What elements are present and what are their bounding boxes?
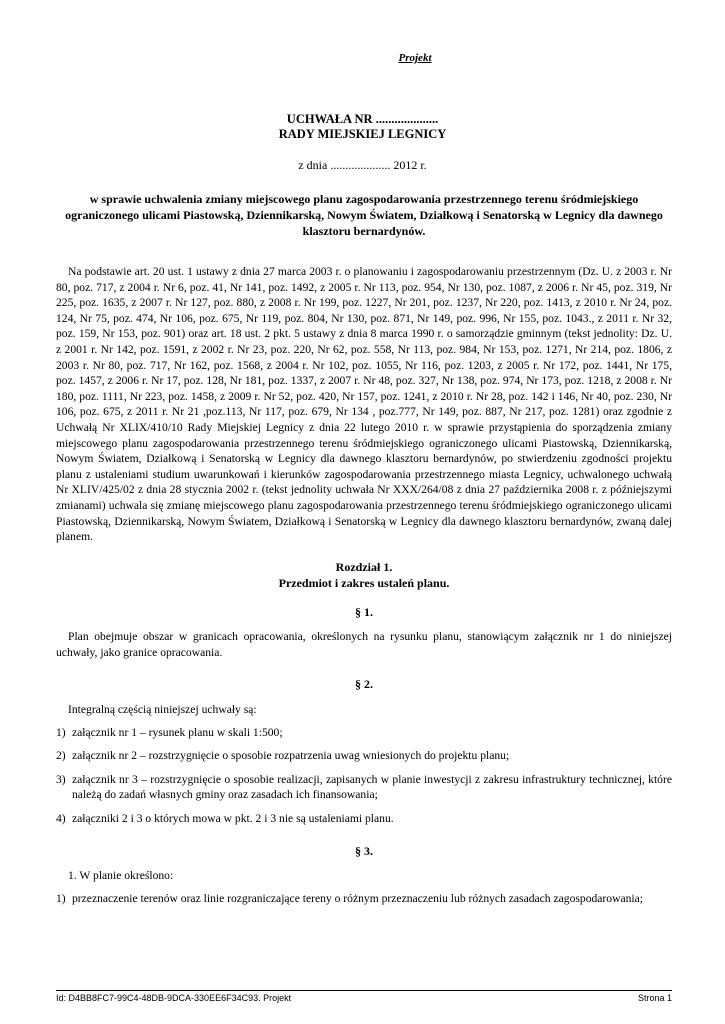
document-id: Id: D4BB8FC7-99C4-48DB-9DCA-330EE6F34C93. Projekt: [56, 993, 292, 1003]
list-item: [56, 748, 672, 764]
list-text: załącznik nr 3 – rozstrzygnięcie o sposobie realizacji, zapisanych w planie inwestycji z zakresu infrastruktury technicznej, które należą do zadań własnych gminy oraz zasadach ich finansowania;: [72, 772, 672, 802]
list-item: [56, 811, 672, 827]
list-text: załączniki 2 i 3 o których mowa w pkt. 2 i 3 nie są ustaleniami planu.: [72, 812, 394, 826]
document-body: [56, 264, 672, 906]
list-number: 2): [56, 749, 66, 763]
chapter-heading: [56, 559, 672, 591]
list-text: załącznik nr 2 – rozstrzygnięcie o sposobie rozpatrzenia uwag wniesionych do projektu planu;: [72, 749, 510, 763]
footer-divider: [56, 990, 672, 991]
section-2-sign: § 2.: [355, 677, 373, 692]
chapter-title: Przedmiot i zakres ustaleń planu.: [278, 575, 450, 590]
list-item: [56, 725, 672, 741]
preamble: Na podstawie art. 20 ust. 1 ustawy z dnia 27 marca 2003 r. o planowaniu i zagospodarowaniu przestrzennym (Dz. U. z 2003 r. Nr 80, poz. 717, z 2004 r. Nr 6, poz. 41, Nr 141, poz. 1492, z 2005 r. Nr 113, poz. 954, Nr 130, poz. 1087, z 2006 r. Nr 45, poz. 319, Nr 225, poz. 1635, z 2007 r. Nr 127, poz. 880, z 2008 r. Nr 199, poz. 1227, Nr 201, poz. 1237, Nr 220, poz. 1413, z 2010 r. Nr 24, poz. 124, Nr 75, poz. 474, Nr 106, poz. 675, Nr 119, poz. 804, Nr 130, poz. 871, Nr 149, poz. 996, Nr 155, poz. 1043., z 2011 r. Nr 32, poz. 159, Nr 153, poz. 901) oraz art. 18 ust. 2 pkt. 5 ustawy z dnia 8 marca 1990 r. o samorządzie gminnym (tekst jednolity: Dz. U. z 2001 r. Nr 142, poz. 1591, z 2002 r. Nr 23, poz. 220, Nr 62, poz. 558, Nr 113, poz. 984, Nr 153, poz. 1271, Nr 214, poz. 1806, z 2003 r. Nr 80, poz. 717, Nr 162, poz. 1568, z 2004 r. Nr 102, poz. 1055, Nr 116, poz. 1203, z 2005 r. Nr 172, poz. 1441, Nr 175, poz. 1457, z 2006 r. Nr 17, poz. 128, Nr 181, poz. 1337, z 2007 r. Nr 48, poz. 327, Nr 138, poz. 974, Nr 173, poz. 1218, z 2008 r. Nr 180, poz. 1111, Nr 223, poz. 1458, z 2009 r. Nr 52, poz. 420, Nr 157, poz. 1241, z 2010 r. Nr 28, poz. 142 i 146, Nr 40, poz. 230, Nr 106, poz. 675, z 2011 r. Nr 21 ,poz.113, Nr 117, poz. 679, Nr 134 , poz.777, Nr 149, poz. 887, Nr 217, poz. 1281) oraz zgodnie z Uchwałą Nr XLIX/410/10 Rady Miejskiej Legnicy z dnia 22 lutego 2010 r. w sprawie przystąpienia do sporządzenia zmiany miejscowego planu zagospodarowania przestrzennego terenu śródmiejskiego ograniczonego ulicami Piastowską, Dziennikarską, Nowym Światem, Działkową i Senatorską w Legnicy dla dawnego klasztoru bernardynów, po stwierdzeniu zgodności projektu planu z ustaleniami studium uwarunkowań i kierunków zagospodarowania przestrzennego miasta Legnicy, uchwalonego uchwałą Nr XLIV/425/02 z dnia 28 stycznia 2002 r. (tekst jednolity uchwała Nr XXX/264/08 z dnia 27 października 2008 r. z późniejszymi zmianami) uchwala się zmianę miejscowego planu zagospodarowania przestrzennego terenu śródmiejskiego ograniczonego ulicami Piastowską, Dziennikarską, Nowym Światem, Działkową i Senatorską w Legnicy dla dawnego klasztoru bernardynów, zwaną dalej planem.: [56, 265, 672, 544]
list-item: [56, 772, 672, 803]
section-3-sign: § 3.: [355, 843, 373, 858]
section-2-intro: Integralną częścią niniejszej uchwały są:: [68, 703, 257, 717]
list-text: przeznaczenie terenów oraz linie rozgraniczające tereny o różnym przeznaczeniu lub różnych zasadach zagospodarowania;: [72, 891, 643, 905]
list-number: 1): [56, 725, 66, 739]
section-1-sign: § 1.: [355, 604, 373, 619]
projekt-label: Projekt: [398, 52, 432, 64]
list-number: 1): [56, 891, 66, 905]
chapter-number: Rozdział 1.: [335, 559, 393, 574]
list-text: załącznik nr 1 – rysunek planu w skali 1:500;: [72, 725, 283, 739]
section-1-text: Plan obejmuje obszar w granicach opracowania, określonych na rysunku planu, stanowiącym załącznik nr 1 do niniejszej uchwały, jako granice opracowania.: [56, 630, 672, 659]
list-item: [56, 891, 672, 907]
page-number: Strona 1: [637, 993, 672, 1003]
resolution-date: z dnia .................... 2012 r.: [298, 158, 427, 172]
list-number: 4): [56, 812, 66, 826]
section-3-intro: 1. W planie określono:: [68, 869, 174, 883]
list-number: 3): [56, 772, 66, 786]
resolution-title: [0, 112, 725, 142]
resolution-subject: w sprawie uchwalenia zmiany miejscowego planu zagospodarowania przestrzennego terenu śródmiejskiego ograniczonego ulicami Piastowską, Dziennikarską, Nowym Światem, Działkową i Senatorską w Legnicy dla dawnego klasztoru bernardynów.: [65, 192, 663, 238]
council-name: RADY MIEJSKIEJ LEGNICY: [278, 127, 447, 141]
resolution-number: UCHWAŁA NR ....................: [286, 112, 439, 126]
